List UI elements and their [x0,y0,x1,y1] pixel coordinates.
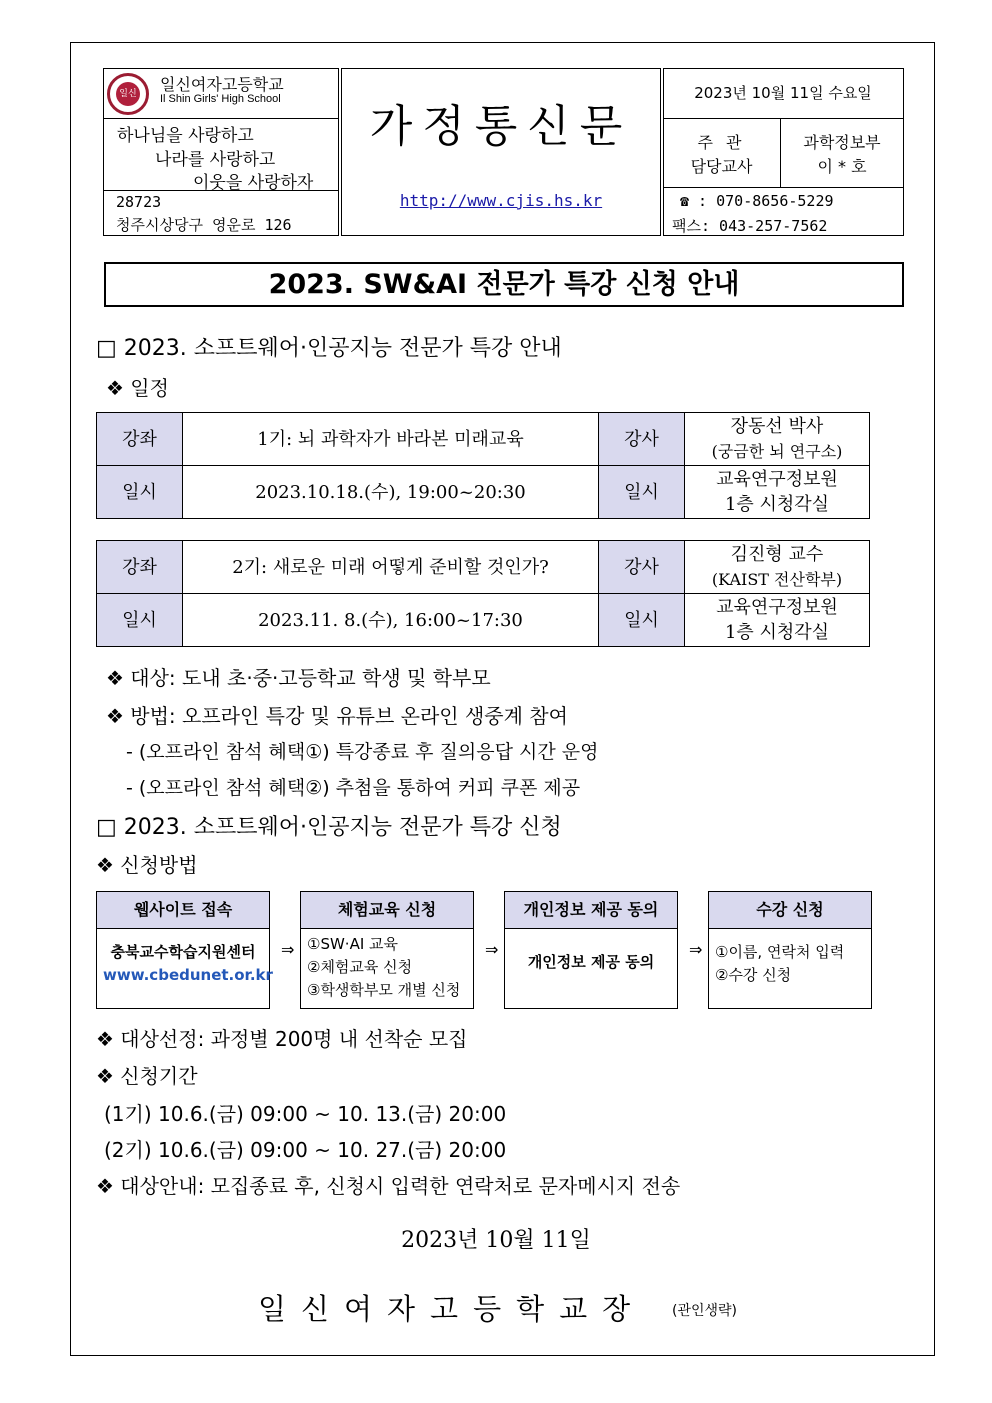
speaker-affiliation: (KAIST 전산학부) [711,570,843,589]
notice-text: ❖ 대상안내: 모집종료 후, 신청시 입력한 연락처로 문자메시지 전송 [96,1174,681,1198]
step-title: 개인정보 제공 동의 [505,892,677,929]
step-title: 웹사이트 접속 [97,892,269,929]
lecture-label: 강좌 [97,541,183,594]
lecture-title: 2기: 새로운 미래 어떻게 준비할 것인가? [183,541,599,594]
closing-date: 2023년 10월 11일 [401,1228,591,1253]
date-label: 일시 [97,594,183,647]
fax-number: 팩스: 043-257-7562 [672,217,828,235]
speaker-label: 강사 [599,541,685,594]
school-name-ko: 일신여자고등학교 [160,75,284,94]
place-room: 1층 시청각실 [724,622,830,643]
step-line: ②체험교육 신청 [307,958,413,976]
lecture-label: 강좌 [97,413,183,466]
notice-banner: 2023. SW&AI 전문가 특강 신청 안내 [104,262,904,307]
place-label: 일시 [599,466,685,519]
school-logo [107,73,149,115]
date-label: 일시 [97,466,183,519]
schedule-label: ❖ 일정 [106,376,169,400]
speaker-cell [685,541,870,594]
selection-text: ❖ 대상선정: 과정별 200명 내 선착순 모집 [96,1027,468,1051]
apply-method-label: ❖ 신청방법 [96,853,198,877]
phone-number: ☎ : 070-8656-5229 [680,192,834,210]
place-cell [685,466,870,519]
school-url-link[interactable]: http://www.cjis.hs.kr [399,191,603,210]
place-cell [685,594,870,647]
step-website [96,891,273,1009]
address: 청주시상당구 영운로 126 [116,216,292,234]
zip-code: 28723 [116,193,162,211]
period-1: (1기) 10.6.(금) 09:00 ~ 10. 13.(금) 20:00 [104,1102,507,1126]
step-enroll [708,891,872,1009]
method-text: ❖ 방법: 오프라인 특강 및 유튜브 온라인 생중계 참여 [106,704,568,728]
step-privacy [504,891,678,1009]
target-text: ❖ 대상: 도내 초·중·고등학교 학생 및 학부모 [106,666,491,690]
lecture-title: 1기: 뇌 과학자가 바라본 미래교육 [183,413,599,466]
place-name: 교육연구정보원 [716,469,838,490]
lecture1-table [96,412,870,519]
place-room: 1층 시청각실 [724,494,830,515]
lecture2-table [96,540,870,647]
step-title: 수강 신청 [709,892,871,929]
speaker-cell [685,413,870,466]
document-title: 가정통신문 [369,101,633,152]
step-line: ①SW·AI 교육 [307,935,399,953]
arrow-icon: ⇒ [485,940,499,959]
step-line: 개인정보 제공 동의 [527,953,655,971]
step-title: 체험교육 신청 [301,892,473,929]
arrow-icon: ⇒ [281,940,295,959]
period-2: (2기) 10.6.(금) 09:00 ~ 10. 27.(금) 20:00 [104,1138,507,1162]
teacher-value: 이 * 호 [817,157,867,176]
speaker-label: 강사 [599,413,685,466]
step-line: 충북교수학습지원센터 [110,943,256,961]
period-label: ❖ 신청기간 [96,1064,198,1088]
motto-line-1: 하나님을 사랑하고 [117,126,254,146]
dept-label: 주 관 [697,133,746,152]
section2-heading: □ 2023. 소프트웨어·인공지능 전문가 특강 신청 [96,815,562,840]
step-line: ③학생학부모 개별 신청 [307,981,461,999]
benefit-1: - (오프라인 참석 혜택①) 특강종료 후 질의응답 시간 운영 [126,741,599,763]
cbedunet-link[interactable]: www.cbedunet.or.kr [103,966,273,984]
principal-signature: 일신여자고등학교장 [258,1292,646,1326]
motto-line-2: 나라를 사랑하고 [155,150,276,170]
step-line: ①이름, 연락처 입력 [715,943,845,961]
divider [663,187,904,188]
teacher-label: 담당교사 [690,157,753,176]
step-experience [300,891,474,1009]
dept-value: 과학정보부 [803,133,881,152]
lecture-date: 2023.10.18.(수), 19:00~20:30 [183,466,599,519]
arrow-icon: ⇒ [689,940,703,959]
motto-line-3: 이웃을 사랑하자 [193,173,314,193]
seal-note: (관인생략) [672,1303,738,1319]
place-label: 일시 [599,594,685,647]
divider [663,118,904,119]
school-name-en: Il Shin Girls' High School [160,93,281,105]
logo-emblem: 일신 [116,82,140,106]
divider [103,118,339,119]
speaker-name: 김진형 교수 [730,544,824,565]
speaker-name: 장동선 박사 [730,416,824,437]
lecture-date: 2023.11. 8.(수), 16:00~17:30 [183,594,599,647]
step-line: ②수강 신청 [715,966,792,984]
section1-heading: □ 2023. 소프트웨어·인공지능 전문가 특강 안내 [96,336,562,361]
place-name: 교육연구정보원 [716,597,838,618]
benefit-2: - (오프라인 참석 혜택②) 추첨을 통하여 커피 쿠폰 제공 [126,777,581,799]
issue-date: 2023년 10월 11일 수요일 [694,84,872,102]
speaker-affiliation: (궁금한 뇌 연구소) [711,442,843,461]
